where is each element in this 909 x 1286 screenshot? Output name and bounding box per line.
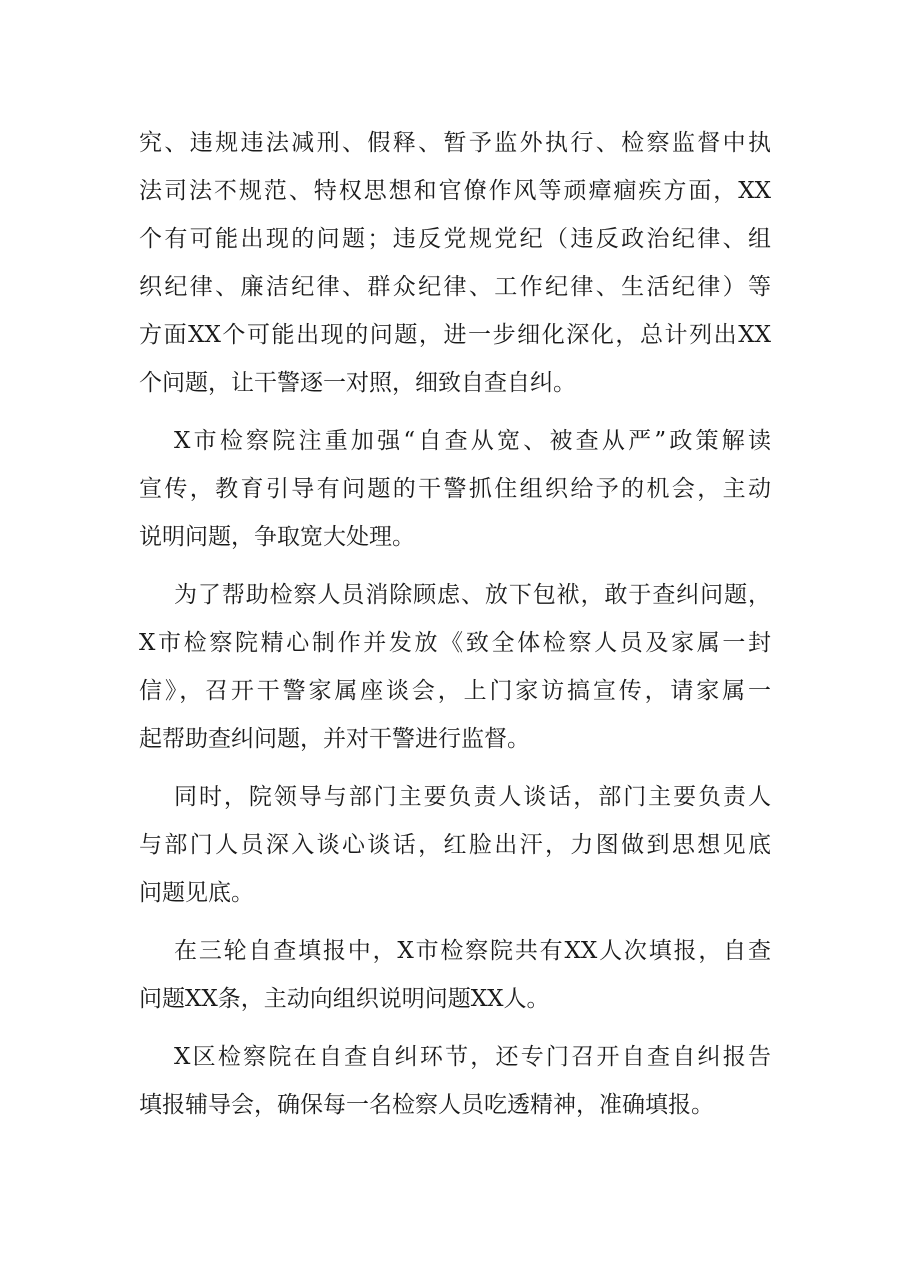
text-line: X区检察院在自查自纠环节，还专门召开自查自纠报告: [174, 1044, 771, 1070]
text-line: 信》，召开干警家属座谈会，上门家访搞宣传，请家属一: [139, 678, 771, 704]
text-line: 宣传，教育引导有问题的干警抓住组织给予的机会，主动: [139, 476, 771, 502]
text-line: 织纪律、廉洁纪律、群众纪律、工作纪律、生活纪律）等: [139, 274, 771, 300]
text-line: X市检察院注重加强“自查从宽、被查从严”政策解读: [174, 428, 771, 454]
text-line: 方面XX个可能出现的问题，进一步细化深化，总计列出XX: [139, 322, 771, 348]
text-line: 法司法不规范、特权思想和官僚作风等顽瘴痼疾方面，XX: [139, 178, 771, 204]
text-line: 在三轮自查填报中，X市检察院共有XX人次填报，自查: [174, 938, 771, 964]
text-line: 个问题，让干警逐一对照，细致自查自纠。: [139, 370, 576, 396]
text-line: 问题见底。: [139, 880, 254, 906]
text-line: 说明问题，争取宽大处理。: [139, 524, 415, 550]
text-line: 与部门人员深入谈心谈话，红脸出汗，力图做到思想见底: [139, 832, 771, 858]
text-line: 起帮助查纠问题，并对干警进行监督。: [139, 726, 530, 752]
text-line: 问题XX条，主动向组织说明问题XX人。: [139, 986, 550, 1012]
text-line: 填报辅导会，确保每一名检察人员吃透精神，准确填报。: [139, 1092, 714, 1118]
text-line: 为了帮助检察人员消除顾虑、放下包袱，敢于查纠问题，: [174, 582, 771, 608]
text-line: 个有可能出现的问题；违反党规党纪（违反政治纪律、组: [139, 226, 771, 252]
text-line: 同时，院领导与部门主要负责人谈话，部门主要负责人: [174, 784, 771, 810]
text-line: 究、违规违法减刑、假释、暂予监外执行、检察监督中执: [139, 130, 771, 156]
text-line: X市检察院精心制作并发放《致全体检察人员及家属一封: [139, 630, 771, 656]
